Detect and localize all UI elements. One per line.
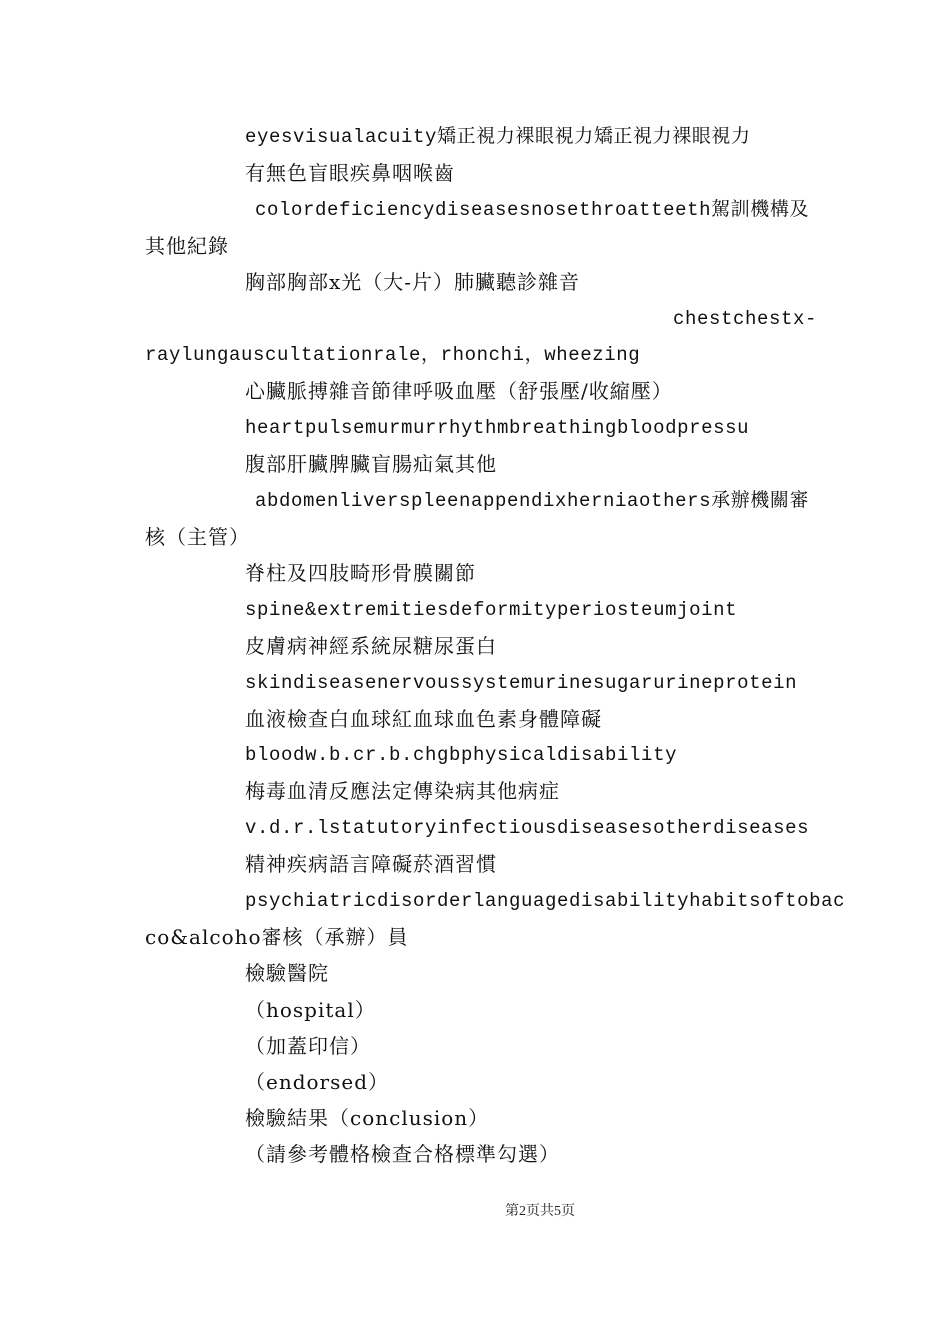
text-line-chest-en-1: chestchestx- (673, 308, 818, 330)
text-line-spine-en: spine&extremitiesdeformityperiosteumjoint (245, 599, 738, 621)
text-line-seal-zh: （加蓋印信） (245, 1034, 371, 1058)
page-number-footer: 第2页共5页 (505, 1204, 575, 1219)
text-line-endorsed: （endorsed） (245, 1070, 390, 1094)
text-line-blood-zh: 血液檢查白血球紅血球血色素身體障礙 (245, 707, 602, 731)
text-line-chest-en-2: raylungauscultationrale，rhonchi，wheezing (145, 344, 641, 366)
text-line-blood-en: bloodw.b.cr.b.chgbphysicaldisability (245, 744, 678, 766)
text-line-standard-note: （請參考體格檢查合格標準勾選） (245, 1142, 560, 1166)
text-line-skin-en: skindiseasenervoussystemurinesugarurineprotein (245, 672, 798, 694)
text-line-psychiatric-en: psychiatricdisorderlanguagedisabilityhabitsoftobac (245, 890, 846, 912)
text-line-psychiatric-zh: 精神疾病語言障礙菸酒習慣 (245, 852, 497, 876)
text-line-color-deficiency-zh: 有無色盲眼疾鼻咽喉齒 (245, 161, 455, 185)
text-line-hospital-zh: 檢驗醫院 (245, 961, 329, 985)
text-line-syphilis-en: v.d.r.lstatutoryinfectiousdiseasesotherdiseases (245, 817, 810, 839)
text-line-skin-zh: 皮膚病神經系統尿糖尿蛋白 (245, 634, 497, 658)
text-line-other-records: 其他紀錄 (145, 234, 229, 258)
text-line-color-deficiency-en: colordeficiencydiseasesnosethroatteeth駕訓機構及 (255, 199, 810, 221)
text-line-chest-zh: 胸部胸部x光（大-片）肺臟聽診雜音 (245, 270, 581, 294)
text-line-spine-zh: 脊柱及四肢畸形骨膜關節 (245, 561, 476, 585)
text-line-abdomen-en: abdomenliverspleenappendixherniaothers承辦機關審 (255, 490, 810, 512)
text-line-reviewer: co&alcoho審核（承辦）員 (145, 925, 409, 949)
text-line-visual-acuity: eyesvisualacuity矯正視力裸眼視力矯正視力裸眼視力 (245, 126, 751, 148)
text-line-heart-en: heartpulsemurmurrhythmbreathingbloodpressu (245, 417, 750, 439)
text-line-hospital-en: （hospital） (245, 998, 376, 1022)
text-line-heart-zh: 心臟脈搏雜音節律呼吸血壓（舒張壓/收縮壓） (245, 379, 673, 403)
text-line-conclusion: 檢驗結果（conclusion） (245, 1106, 490, 1130)
text-line-supervisor: 核（主管） (145, 525, 250, 549)
text-line-abdomen-zh: 腹部肝臟脾臟盲腸疝氣其他 (245, 452, 497, 476)
text-line-syphilis-zh: 梅毒血清反應法定傳染病其他病症 (245, 779, 560, 803)
